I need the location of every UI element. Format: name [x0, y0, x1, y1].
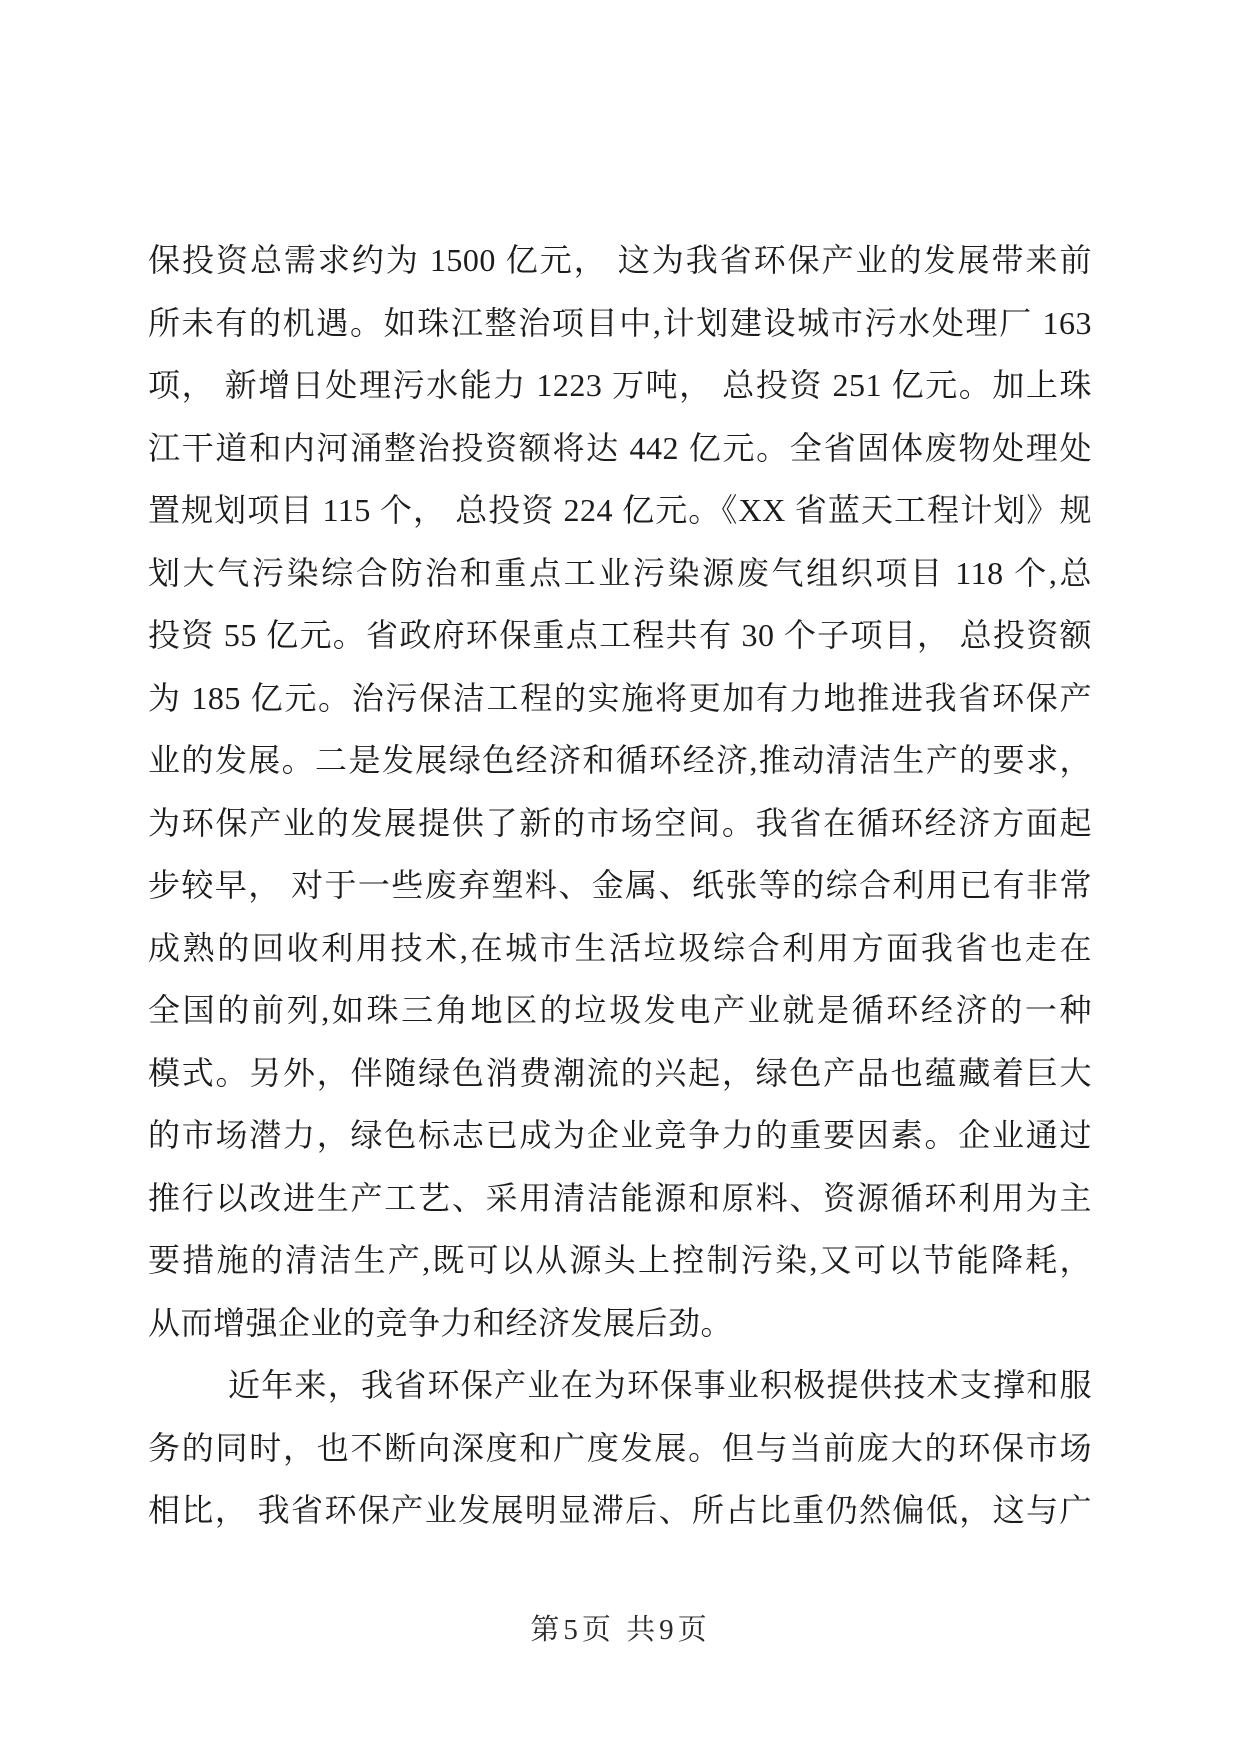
- text-line: 江干道和内河涌整治投资额将达 442 亿元。全省固体废物处理处: [148, 429, 1092, 466]
- text-line: 投资 55 亿元。省政府环保重点工程共有 30 个子项目， 总投资额: [148, 617, 1092, 653]
- text-line: 全国的前列,如珠三角地区的垃圾发电产业就是循环经济的一种: [148, 992, 1092, 1028]
- text-line: 步较早， 对于一些废弃塑料、金属、纸张等的综合利用已有非常: [148, 867, 1092, 903]
- text-line: 相比， 我省环保产业发展明显滞后、所占比重仍然偏低，这与广: [148, 1492, 1092, 1528]
- text-line: 为 185 亿元。治污保洁工程的实施将更加有力地推进我省环保产: [148, 679, 1092, 716]
- paragraph: [148, 229, 1092, 1354]
- text-line: 业的发展。二是发展绿色经济和循环经济,推动清洁生产的要求，: [148, 742, 1092, 778]
- text-line: 保投资总需求约为 1500 亿元， 这为我省环保产业的发展带来前: [148, 242, 1092, 278]
- text-line: 的市场潜力，绿色标志已成为企业竞争力的重要因素。企业通过: [148, 1117, 1092, 1153]
- text-line: 划大气污染综合防治和重点工业污染源废气组织项目 118 个,总: [148, 554, 1092, 591]
- text-line: 所未有的机遇。如珠江整治项目中,计划建设城市污水处理厂 163: [148, 304, 1092, 341]
- text-line: 推行以改进生产工艺、采用清洁能源和原料、资源循环利用为主: [148, 1179, 1092, 1216]
- page-number-label: 第5页 共9页: [530, 1614, 711, 1646]
- paragraph: [148, 1354, 1092, 1542]
- text-line: 模式。另外，伴随绿色消费潮流的兴起，绿色产品也蕴藏着巨大: [148, 1054, 1092, 1091]
- text-line: 为环保产业的发展提供了新的市场空间。我省在循环经济方面起: [148, 804, 1092, 841]
- text-line: 成熟的回收利用技术,在城市生活垃圾综合利用方面我省也走在: [148, 929, 1092, 966]
- page-footer: [0, 1608, 1241, 1652]
- text-line: 要措施的清洁生产,既可以从源头上控制污染,又可以节能降耗，: [148, 1242, 1092, 1278]
- text-line: 项， 新增日处理污水能力 1223 万吨， 总投资 251 亿元。加上珠: [148, 367, 1092, 403]
- text-line: 务的同时，也不断向深度和广度发展。但与当前庞大的环保市场: [148, 1429, 1092, 1466]
- text-line: 近年来，我省环保产业在为环保事业积极提供技术支撑和服: [228, 1367, 1092, 1403]
- text-line: 置规划项目 115 个， 总投资 224 亿元。《XX 省蓝天工程计划》规: [148, 492, 1092, 528]
- document-body: [148, 229, 1092, 1542]
- text-line: 从而增强企业的竞争力和经济发展后劲。: [148, 1304, 734, 1341]
